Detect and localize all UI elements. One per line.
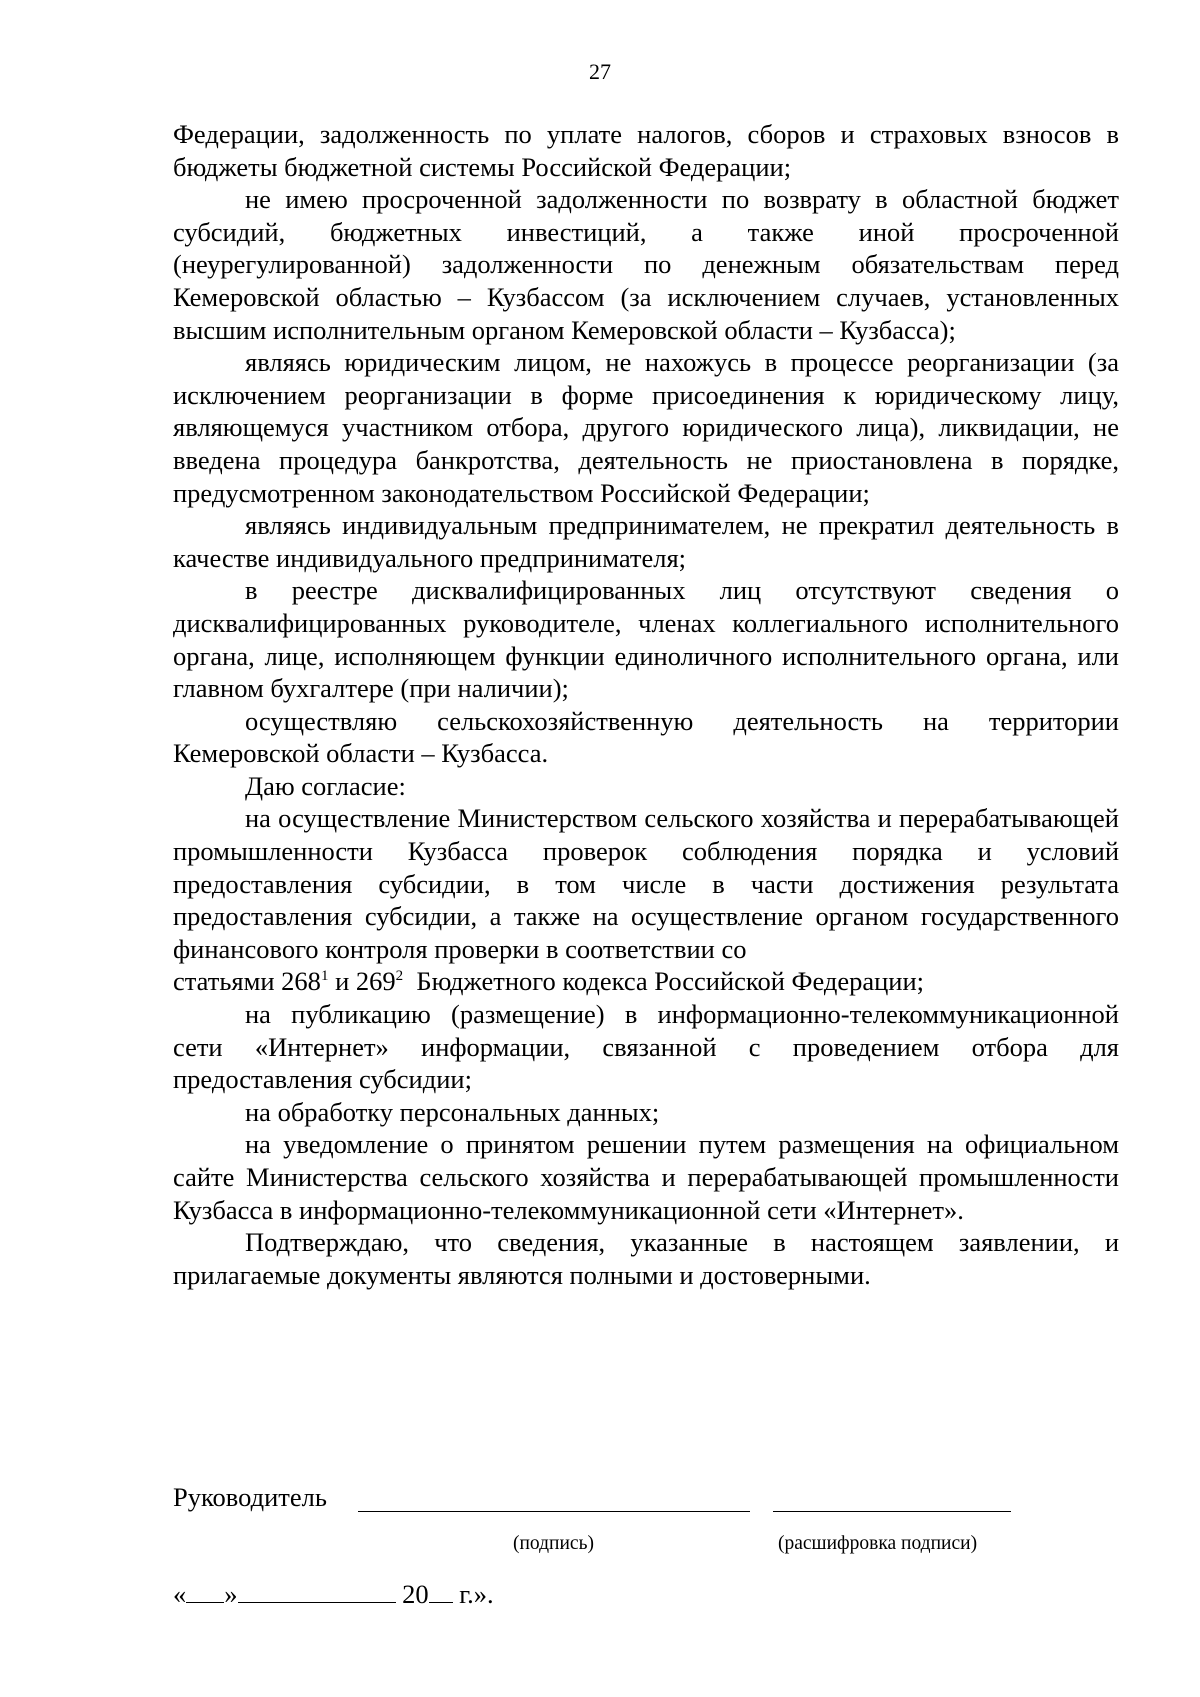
paragraph-entrepreneur: являясь индивидуальным предпринимателем, не прекратил деятельность в качестве индивидуального предпринимателя; (173, 510, 1119, 573)
signature-row (173, 1480, 1119, 1520)
date-day-blank[interactable] (186, 1576, 224, 1603)
paragraph-consent-personal-data: на обработку персональных данных; (245, 1096, 660, 1127)
articles-mid: и 269 (328, 966, 396, 997)
signature-name-line[interactable] (773, 1511, 1011, 1512)
signature-label: Руководитель (173, 1482, 327, 1512)
page-number: 27 (589, 59, 611, 84)
signature-name-caption: (расшифровка подписи) (778, 1533, 978, 1554)
paragraph-consent-heading: Даю согласие: (245, 770, 406, 801)
document-body (173, 118, 1119, 1291)
paragraph-legal-entity: являясь юридическим лицом, не нахожусь в процессе реорганизации (за исключением реорганизации в форме присоединения к юридическому лицу, являющемуся участником отбора, другого юридического лица), ликвидации, не введена процедура банкротства, деятельность не приостановлена в порядке, предусмотренном законодательством Российской Федерации; (173, 347, 1119, 508)
date-month-blank[interactable] (238, 1576, 396, 1603)
paragraph-no-overdue-debt: не имею просроченной задолженности по возврату в областной бюджет субсидий, бюджетных инвестиций, а также иной просроченной (неурегулированной) задолженности по денежным обязательствам перед Кемеровской областью – Кузбассом (за исключением случаев, установленных высшим исполнительным органом Кемеровской области – Кузбасса); (173, 184, 1119, 345)
signature-caption: (подпись) (513, 1533, 594, 1554)
paragraph-consent-inspections: на осуществление Министерством сельского хозяйства и перерабатывающей промышленности Кузбасса проверок соблюдения порядка и условий предоставления субсидии, в том числе в части достижения результата предоставления субсидии, а также на осуществление органом государственного финансового контроля проверки в соответствии со (173, 803, 1119, 964)
paragraph-agricultural-activity: осуществляю сельскохозяйственную деятельность на территории Кемеровской области – Кузбасса. (173, 705, 1119, 769)
paragraph-tax-debt: Федерации, задолженность по уплате налогов, сборов и страховых взносов в бюджеты бюджетной системы Российской Федерации; (173, 119, 1119, 182)
date-suffix: г.». (452, 1579, 494, 1609)
articles-sup-1: 1 (320, 968, 329, 985)
date-open-quote: « (173, 1579, 187, 1609)
articles-prefix: статьями 268 (173, 966, 321, 997)
date-year-prefix: 20 (395, 1579, 429, 1609)
paragraph-consent-notification: на уведомление о принятом решении путем размещения на официальном сайте Министерства сельского хозяйства и перерабатывающей промышленности Кузбасса в информационно-телекоммуникационной сети «Интернет». (173, 1129, 1119, 1225)
date-line (173, 1576, 494, 1611)
articles-sup-2: 2 (395, 968, 404, 985)
date-year-blank[interactable] (429, 1576, 453, 1603)
paragraph-confirmation: Подтверждаю, что сведения, указанные в настоящем заявлении, и прилагаемые документы являются полными и достоверными. (173, 1227, 1119, 1290)
signature-line[interactable] (358, 1511, 750, 1512)
paragraph-disqualified-registry: в реестре дисквалифицированных лиц отсутствуют сведения о дисквалифицированных руководителе, членах коллегиального исполнительного органа, лице, исполняющем функции единоличного исполнительного органа, или главном бухгалтере (при наличии); (173, 575, 1119, 704)
paragraph-articles-reference (173, 965, 1119, 998)
articles-suffix: Бюджетного кодекса Российской Федерации; (403, 966, 925, 997)
date-close-quote: » (224, 1579, 238, 1609)
paragraph-consent-publication: на публикацию (размещение) в информационно-телекоммуникационной сети «Интернет» информации, связанной с проведением отбора для предоставления субсидии; (173, 999, 1119, 1095)
